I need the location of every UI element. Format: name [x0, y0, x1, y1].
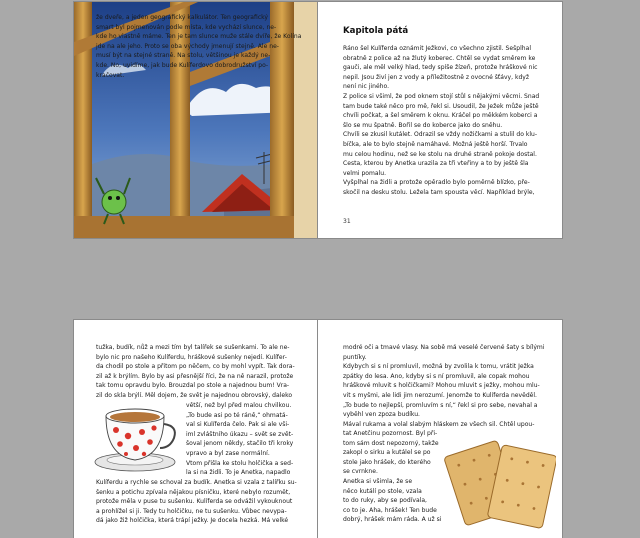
- body-text-left-of-crackers: [343, 429, 441, 525]
- body-text-bottom: [96, 478, 297, 526]
- text-line: a prohlížel si ji. Tedy tu holčičku, ne tu sušenku. Vůbec nevypa-: [96, 507, 287, 515]
- text-line: „To bude asi po té ráně,“ ohmatá-: [186, 411, 288, 419]
- text-line: co to je. Aha, hrášek! Ten bude: [343, 506, 437, 514]
- text-line: hráškové mluvit s holčičkami? Mohou mluvit s ježky, mohou mlu-: [343, 382, 540, 390]
- text-line: Chvíli se zkusil kutálet. Odrazil se vždy nožičkami a stulil do klu-: [343, 131, 538, 139]
- text-line: chvíli počkat, a šel směrem k oknu. Kráčel po měkkém koberci a: [343, 112, 538, 120]
- text-line: vit s myšmi, ale lidi jim nerozumí. Jenomže to Kulíferda nevěděl.: [343, 391, 537, 399]
- text-line: obratně z police až na žlutý koberec. Chtěl se vydat směrem ke: [343, 54, 536, 62]
- text-line: stole jako hrášek, do kterého: [343, 458, 431, 466]
- chapter-title: Kapitola pátá: [343, 26, 409, 36]
- text-line: tužka, budík, nůž a mezi tím byl talířek se sušenkami. To ale ne-: [96, 344, 290, 351]
- text-line: val si Kulíferda čelo. Pak si ale vši-: [186, 421, 290, 429]
- text-line: gauči, ale měl velký hlad, tedy spíše žízeň, protože hráškové nic: [343, 64, 538, 72]
- text-line: bylo nic pro našeho Kulíferdu, hráškové sušenky nejedí. Kulífer-: [96, 353, 287, 361]
- text-line: že dveře, a jeden geografický kalkulátor. Ten geografický: [96, 14, 269, 21]
- body-text-top: [343, 343, 544, 429]
- crackers-illustration: [444, 428, 556, 538]
- text-line: dobrý, hrášek mám ráda. A už si: [343, 516, 442, 524]
- text-line: protože měla v puse tu sušenku. Kulíferda se odvážil vykouknout: [96, 498, 293, 506]
- text-line: Vyšplhal na židli a protože opěradlo bylo poměrně blízko, pře-: [343, 179, 530, 187]
- text-line: zil do skla brýlí. Měl dojem, že svět je najednou obrovský, daleko: [96, 391, 293, 399]
- text-line: šlo se mu špatně. Bořil se do koberce jako do sněhu.: [343, 121, 503, 129]
- text-line: skočil na desku stolu. Ležela tam spousta věcí. Například brýle,: [343, 188, 535, 196]
- text-line: kde ho vlastně máme. Ten je tam slunce muže stále dvíře, že Kolína: [96, 33, 302, 41]
- text-line: tat Anetčinu pozornost. Byl při-: [343, 430, 438, 437]
- text-line: tak tomu opravdu bylo. Brouzdal po stole a najednou bum! Vra-: [96, 382, 290, 390]
- text-line: tom sám dost nepozorný, takže: [343, 439, 439, 447]
- pea-creature: [102, 190, 126, 214]
- page-30-illustration: [74, 2, 318, 238]
- text-line: to do ruky, aby se podívala,: [343, 497, 427, 505]
- page-32: [74, 320, 318, 538]
- text-line: zil až k brýlím. Bylo by asi přesnější říci, že na ně narazil, protože: [96, 372, 294, 380]
- text-line: Z police si všiml, že pod oknem stojí stůl s nějakými věcmi. Snad: [343, 92, 540, 100]
- text-line: větší, než byl před malou chvilkou.: [186, 402, 292, 409]
- text-line: Mával rukama a volal slabým hláskem ze všech sil. Chtěl upou-: [343, 420, 535, 428]
- text-line: la si na židli. To je Anetka, napadlo: [186, 469, 291, 477]
- text-line: jde na ale jeho. Proto se oba východy jmenují stejně. Ale ne-: [96, 42, 279, 50]
- text-line: se cvrnkne.: [343, 468, 378, 476]
- text-line: vpravo a byl zase normální.: [186, 449, 270, 457]
- text-line: vyběhl ven zpoza budíku.: [343, 411, 420, 419]
- text-line: bíčka, ale to bylo stejně namáhavé. Možná ještě horší. Trvalo: [343, 140, 528, 148]
- text-line: šenku a potichu zpívala nějakou písničku, které nebylo rozumět,: [96, 488, 291, 496]
- text-line: zakopl o sirku a kutálel se po: [343, 449, 431, 457]
- text-line: „To bude to nejlepší, promluvím s ní,“ řekl si pro sebe, nevahal a: [343, 401, 538, 409]
- text-line: Kulíferdu a rychle se schoval za budík. Anetka si vzala z talířku su-: [96, 479, 297, 486]
- text-line: mu celou hodinu, než se ke stolu na druhé straně pokoje dostal.: [343, 150, 537, 158]
- text-line: iml zvláštního úkazu – svět se zvět-: [186, 430, 294, 438]
- text-line: nepil. Jsou živí jen z vody a příležitostně z ovocné šťávy, když: [343, 73, 530, 81]
- text-line: zpátky do lesa. Ano, kdyby si s ní promluvil, ale copak mohou: [343, 372, 530, 380]
- text-line: něco kutálí po stole, vzala: [343, 487, 422, 495]
- text-line: dá jako žiž holčička, která trápí ježky. Je docela hezká. Má velké: [96, 517, 289, 525]
- body-text-right-of-cup: [186, 401, 293, 478]
- page-31: [318, 2, 562, 238]
- text-line: není nic jiného.: [343, 83, 390, 91]
- text-line: Ráno šel Kulíferda oznámit Ježkovi, co všechno zjistil. Sešplhal: [343, 45, 532, 52]
- page-number: 31: [343, 218, 351, 225]
- text-line: da chodil po stole a přitom po něčem, co by mohl vypít. Tak dora-: [96, 363, 295, 371]
- text-line: tam bude také něco pro mě, řekl si. Usoudil, že Ježek může ještě: [343, 102, 539, 110]
- text-line: Vtom přišla ke stolu holčička a sed-: [186, 459, 294, 467]
- text-line: musí být na stejné straně. Na stolu, většinou je každý ne-: [96, 52, 271, 60]
- chapter-body-text: [343, 44, 539, 198]
- page-33: [318, 320, 562, 538]
- text-line: Anetka si všimla, že se: [343, 477, 413, 485]
- body-text-top: [96, 343, 295, 401]
- illustration-overlay-text: [96, 13, 301, 80]
- text-line: puntíky.: [343, 353, 367, 361]
- text-line: modré oči a tmavé vlasy. Na sobě má veselé červené šaty s bílými: [343, 344, 545, 351]
- teacup-illustration: [92, 404, 178, 474]
- text-line: kde. No, uvidíme, jak bude Kulíferdovo dobrodružství po-: [96, 61, 269, 69]
- text-line: šoval jenom někdy, stačilo tři kroky: [186, 440, 294, 448]
- text-line: smart byl pojmenován podle místa, kde vychází slunce, ne-: [96, 23, 277, 31]
- text-line: kračovat.: [96, 71, 125, 79]
- text-line: Kdybych si s ní promluvil, možná by zvolila k tomu, vrátit Ježka: [343, 363, 534, 371]
- text-line: Cesta, kterou by Anetka urazila za tři vteřiny a to by ještě šla: [343, 160, 529, 168]
- text-line: velmi pomalu.: [343, 169, 387, 177]
